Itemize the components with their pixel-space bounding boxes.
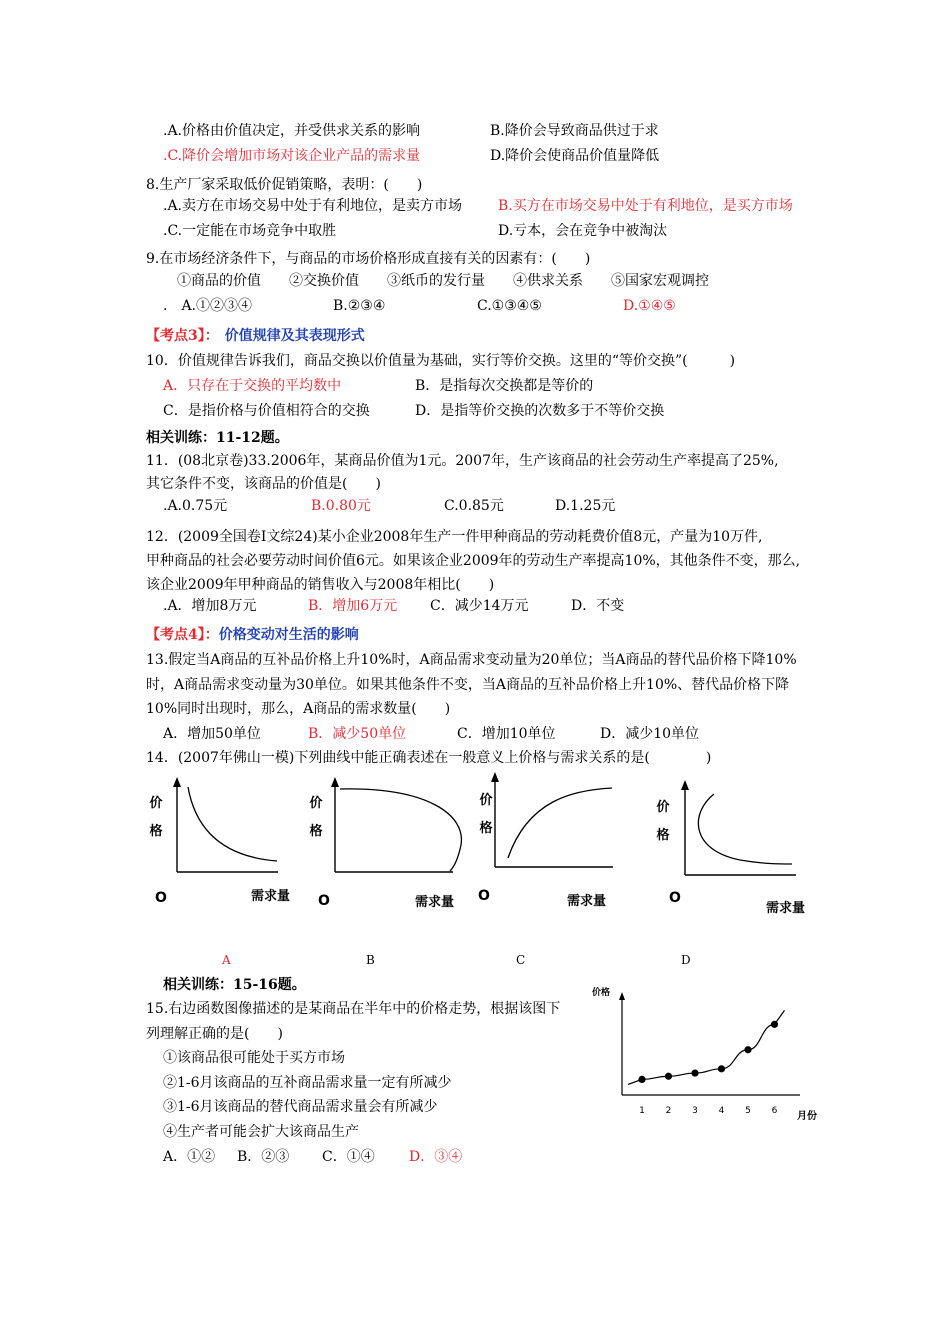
graph-b-option: B — [366, 953, 375, 967]
q13-option-b: B．减少50单位 — [308, 726, 407, 742]
graph-b-y-arrow — [331, 777, 339, 787]
q15-item-1: ①该商品很可能处于买方市场 — [163, 1050, 345, 1066]
q9-option-d: D.①④⑤ — [623, 298, 676, 314]
q9-option-a: . A.①②③④ — [163, 298, 253, 314]
graph-d-ylabel: 价格 — [656, 800, 670, 843]
price-chart — [600, 990, 820, 1130]
graph-d-option: D — [681, 953, 691, 967]
q13-option-d: D．减少10单位 — [600, 726, 700, 742]
q12-option-b: B．增加6万元 — [308, 598, 398, 614]
graph-d-y-arrow — [681, 780, 689, 790]
q8-option-a: .A.卖方在市场交易中处于有利地位，是卖方市场 — [163, 198, 463, 214]
graph-a-ylabel: 价格 — [149, 796, 163, 839]
q8-option-c: .C.一定能在市场竞争中取胜 — [163, 223, 337, 239]
graph-d-xlabel: 需求量 — [766, 901, 806, 916]
price-chart-tick-label: 4 — [718, 1106, 725, 1116]
graph-c-curve — [508, 788, 612, 858]
price-chart-points — [638, 1021, 778, 1083]
q15-option-b: B．②③ — [237, 1149, 290, 1165]
keypoint-4-title: 价格变动对生活的影响 — [218, 627, 359, 643]
q15-item-3: ③1-6月该商品的替代商品需求量会有所减少 — [163, 1099, 438, 1115]
price-chart-tick-label: 1 — [639, 1106, 645, 1116]
q15-option-a: A．①② — [163, 1149, 216, 1165]
q15-item-2: ②1-6月该商品的互补商品需求量一定有所减少 — [163, 1075, 452, 1091]
q11-line1: 11．(08北京卷)33.2006年，某商品价值为1元。2007年，生产该商品的社会劳动生产率提高了25%, — [146, 453, 779, 469]
q8-option-d: D.亏本，会在竞争中被淘汰 — [498, 223, 668, 239]
q7-option-b: B.降价会导致商品供过于求 — [490, 123, 659, 139]
q11-option-a: .A.0.75元 — [163, 498, 228, 514]
q11-option-b: B.0.80元 — [311, 498, 371, 514]
q14-stem: 14．(2007年佛山一模)下列曲线中能正确表述在一般意义上价格与需求关系的是( ) — [146, 750, 712, 766]
graph-a-option: A — [222, 953, 231, 967]
q10-option-c: C．是指价格与价值相符合的交换 — [163, 403, 370, 419]
graph-c-ylabel: 价格 — [479, 793, 493, 836]
price-chart-line — [628, 1010, 785, 1084]
q8-stem: 8.生产厂家采取低价促销策略，表明：( ) — [146, 177, 423, 193]
q11-option-d: D.1.25元 — [555, 498, 616, 514]
related-training-2: 相关训练：15-16题。 — [163, 977, 306, 993]
price-chart-xlabel: 月份 — [797, 1111, 817, 1122]
graph-b-origin: O — [318, 893, 330, 909]
keypoint-3-title: 价值规律及其表现形式 — [224, 328, 365, 344]
price-chart-tick-label: 6 — [771, 1106, 778, 1116]
price-chart-tick-label: 2 — [665, 1106, 672, 1116]
price-chart-point — [718, 1065, 725, 1072]
q8-option-b: B.买方在市场交易中处于有利地位，是买方市场 — [498, 198, 793, 214]
q15-option-d: D．③④ — [409, 1149, 463, 1165]
price-chart-point — [691, 1069, 698, 1076]
price-chart-point — [638, 1076, 645, 1083]
graph-c — [478, 770, 628, 880]
price-chart-ylabel: 价格 — [592, 988, 611, 998]
graph-b — [318, 775, 468, 885]
graph-b-ylabel: 价格 — [309, 796, 323, 839]
q12-option-c: C．减少14万元 — [430, 598, 529, 614]
graph-c-xlabel: 需求量 — [567, 894, 607, 909]
q10-option-b: B．是指每次交换都是等价的 — [415, 378, 594, 394]
q13-line3: 10%同时出现时，那么，A商品的需求数量( ) — [146, 701, 451, 717]
price-chart-point — [665, 1073, 672, 1080]
q9-stem: 9.在市场经济条件下，与商品的市场价格形成直接有关的因素有：( ) — [146, 251, 591, 267]
graph-b-curve — [340, 789, 461, 871]
q12-option-a: .A．增加8万元 — [163, 598, 257, 614]
keypoint-3-tag: 【考点3】： — [146, 328, 219, 344]
q15-line2: 列理解正确的是( ) — [146, 1026, 283, 1042]
graph-a-y-arrow — [173, 777, 181, 787]
price-chart-y-arrow — [619, 992, 625, 1000]
graph-c-option: C — [516, 953, 526, 967]
q12-line1: 12．(2009全国卷Ⅰ文综24)某小企业2008年生产一件甲种商品的劳动耗费价值8元，产量为10万件, — [146, 529, 763, 545]
related-training-1: 相关训练：11-12题。 — [146, 430, 289, 446]
q7-option-a: .A.价格由价值决定，并受供求关系的影响 — [163, 123, 421, 139]
q9-option-c: C.①③④⑤ — [477, 298, 542, 314]
graph-a-origin: O — [155, 890, 167, 906]
q13-option-c: C．增加10单位 — [457, 726, 556, 742]
keypoint-4-heading — [146, 626, 359, 644]
q9-option-b: B.②③④ — [333, 298, 386, 314]
q12-option-d: D．不变 — [571, 598, 625, 614]
q11-option-c: C.0.85元 — [444, 498, 504, 514]
q13-line2: 时，A商品需求变动量为30单位。如果其他条件不变，当A商品的互补品价格上升10%、替代品价格下降 — [146, 677, 790, 693]
q7-option-c: .C.降价会增加市场对该企业产品的需求量 — [163, 148, 421, 164]
graph-d-origin: O — [669, 890, 681, 906]
q13-line1: 13.假定当A商品的互补品价格上升10%时，A商品需求变动量为20单位；当A商品的替代品价格下降10% — [146, 652, 797, 668]
q13-option-a: A．增加50单位 — [163, 726, 261, 742]
graph-c-origin: O — [478, 888, 490, 904]
graph-d-curve — [698, 794, 792, 864]
q10-stem: 10．价值规律告诉我们，商品交换以价值量为基础，实行等价交换。这里的“等价交换”( ) — [146, 353, 736, 369]
q12-line3: 该企业2009年甲种商品的销售收入与2008年相比( ) — [146, 577, 495, 593]
q11-line2: 其它条件不变，该商品的价值是( ) — [146, 476, 381, 492]
price-chart-point — [744, 1046, 751, 1053]
q7-option-d: D.降价会使商品价值量降低 — [490, 148, 660, 164]
price-chart-tick-label: 5 — [745, 1106, 751, 1116]
price-chart-tick-label: 3 — [692, 1106, 698, 1116]
q15-option-c: C．①④ — [322, 1149, 375, 1165]
q9-items: ①商品的价值 ②交换价值 ③纸币的发行量 ④供求关系 ⑤国家宏观调控 — [163, 273, 709, 289]
graph-a — [160, 775, 290, 885]
graph-a-curve — [188, 787, 277, 861]
graph-b-xlabel: 需求量 — [415, 895, 455, 910]
keypoint-3-heading — [146, 327, 365, 345]
q15-item-4: ④生产者可能会扩大该商品生产 — [163, 1124, 359, 1140]
q10-option-d: D．是指等价交换的次数多于不等价交换 — [415, 403, 665, 419]
price-chart-point — [771, 1021, 778, 1028]
q12-line2: 甲种商品的社会必要劳动时间价值6元。如果该企业2009年的劳动生产率提高10%，其他条件不变，那么, — [146, 553, 801, 569]
q10-option-a: A．只存在于交换的平均数中 — [163, 378, 342, 394]
graph-c-y-arrow — [491, 772, 499, 782]
graph-a-xlabel: 需求量 — [251, 889, 291, 904]
price-chart-ticks — [639, 1106, 778, 1116]
keypoint-4-tag: 【考点4】： — [146, 627, 219, 643]
graph-d — [668, 778, 808, 888]
q15-line1: 15.右边函数图像描述的是某商品在半年中的价格走势，根据该图下 — [146, 1001, 561, 1017]
